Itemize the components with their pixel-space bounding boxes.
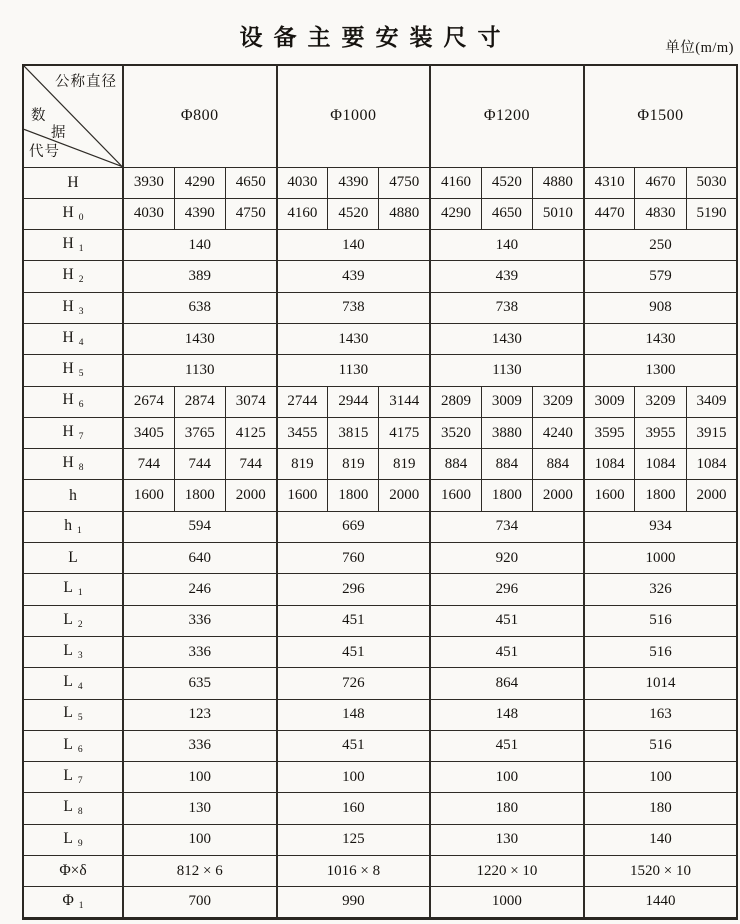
data-cell: 2000 — [225, 480, 276, 511]
data-cell: 250 — [584, 230, 738, 261]
data-cell: 451 — [277, 730, 431, 761]
data-cell: 1016 × 8 — [277, 856, 431, 887]
data-cell: 1430 — [277, 323, 431, 354]
data-cell: 864 — [430, 668, 584, 699]
data-cell: 1130 — [123, 355, 277, 386]
row-label: H $_0$ — [23, 198, 123, 229]
data-cell: 819 — [379, 449, 430, 480]
table-row — [23, 793, 737, 824]
data-cell: 908 — [584, 292, 738, 323]
data-cell: 2809 — [430, 386, 481, 417]
data-cell: 3144 — [379, 386, 430, 417]
table-row — [23, 636, 737, 667]
data-cell: 4030 — [123, 198, 174, 229]
data-cell: 130 — [430, 824, 584, 855]
data-cell: 100 — [584, 762, 738, 793]
row-label: H $_2$ — [23, 261, 123, 292]
data-cell: 4125 — [225, 417, 276, 448]
data-cell: 744 — [174, 449, 225, 480]
data-cell: 1000 — [584, 543, 738, 574]
data-cell: 451 — [277, 636, 431, 667]
data-cell: 140 — [123, 230, 277, 261]
data-cell: 2744 — [277, 386, 328, 417]
data-cell: 884 — [481, 449, 532, 480]
data-cell: 516 — [584, 730, 738, 761]
data-cell: 1130 — [277, 355, 431, 386]
data-cell: 3930 — [123, 167, 174, 198]
data-cell: 180 — [430, 793, 584, 824]
data-cell: 451 — [277, 605, 431, 636]
data-cell: 389 — [123, 261, 277, 292]
data-cell: 5190 — [686, 198, 737, 229]
data-cell: 4290 — [174, 167, 225, 198]
data-cell: 4880 — [379, 198, 430, 229]
data-cell: 1130 — [430, 355, 584, 386]
data-cell: 163 — [584, 699, 738, 730]
table-row — [23, 574, 737, 605]
data-cell: 336 — [123, 730, 277, 761]
installation-dimensions-table — [22, 64, 738, 920]
data-cell: 920 — [430, 543, 584, 574]
data-cell: 439 — [430, 261, 584, 292]
corner-data-label-char-2: 据 — [51, 125, 67, 141]
row-label: Φ×δ — [23, 856, 123, 887]
data-cell: 4175 — [379, 417, 430, 448]
data-cell: 160 — [277, 793, 431, 824]
data-cell: 180 — [584, 793, 738, 824]
data-cell: 4650 — [481, 198, 532, 229]
row-label: H $_8$ — [23, 449, 123, 480]
data-cell: 4520 — [481, 167, 532, 198]
data-cell: 744 — [123, 449, 174, 480]
data-cell: 336 — [123, 636, 277, 667]
data-cell: 4030 — [277, 167, 328, 198]
table-row — [23, 730, 737, 761]
column-header-phi1500: Φ1500 — [584, 65, 738, 167]
data-cell: 3915 — [686, 417, 737, 448]
data-cell: 1084 — [584, 449, 635, 480]
data-cell: 451 — [430, 605, 584, 636]
row-label: H $_6$ — [23, 386, 123, 417]
data-cell: 2874 — [174, 386, 225, 417]
table-row — [23, 762, 737, 793]
data-cell: 819 — [277, 449, 328, 480]
data-cell: 669 — [277, 511, 431, 542]
data-cell: 738 — [277, 292, 431, 323]
data-cell: 640 — [123, 543, 277, 574]
table-row — [23, 511, 737, 542]
data-cell: 884 — [533, 449, 584, 480]
data-cell: 140 — [430, 230, 584, 261]
data-cell: 296 — [277, 574, 431, 605]
data-cell: 1084 — [635, 449, 686, 480]
data-cell: 4290 — [430, 198, 481, 229]
data-cell: 439 — [277, 261, 431, 292]
data-cell: 3209 — [635, 386, 686, 417]
data-cell: 5030 — [686, 167, 737, 198]
data-cell: 451 — [430, 636, 584, 667]
data-cell: 1430 — [123, 323, 277, 354]
data-cell: 635 — [123, 668, 277, 699]
dimension-table-body — [23, 167, 737, 918]
row-label: L $_7$ — [23, 762, 123, 793]
data-cell: 4670 — [635, 167, 686, 198]
data-cell: 3595 — [584, 417, 635, 448]
data-cell: 4750 — [379, 167, 430, 198]
data-cell: 4390 — [328, 167, 379, 198]
data-cell: 1430 — [430, 323, 584, 354]
data-cell: 1800 — [174, 480, 225, 511]
table-row — [23, 543, 737, 574]
data-cell: 4750 — [225, 198, 276, 229]
table-row — [23, 323, 737, 354]
row-label: L $_6$ — [23, 730, 123, 761]
data-cell: 760 — [277, 543, 431, 574]
data-cell: 2674 — [123, 386, 174, 417]
data-cell: 1800 — [481, 480, 532, 511]
data-cell: 1600 — [430, 480, 481, 511]
row-label: L $_8$ — [23, 793, 123, 824]
data-cell: 1800 — [328, 480, 379, 511]
data-cell: 516 — [584, 636, 738, 667]
column-header-phi800: Φ800 — [123, 65, 277, 167]
corner-code-label: 代号 — [29, 144, 60, 160]
data-cell: 1300 — [584, 355, 738, 386]
data-cell: 4160 — [430, 167, 481, 198]
row-label: h — [23, 480, 123, 511]
data-cell: 1520 × 10 — [584, 856, 738, 887]
table-row — [23, 605, 737, 636]
table-row — [23, 355, 737, 386]
data-cell: 812 × 6 — [123, 856, 277, 887]
row-label: H $_5$ — [23, 355, 123, 386]
data-cell: 451 — [430, 730, 584, 761]
data-cell: 3880 — [481, 417, 532, 448]
data-cell: 2000 — [379, 480, 430, 511]
data-cell: 734 — [430, 511, 584, 542]
row-label: L $_4$ — [23, 668, 123, 699]
data-cell: 1014 — [584, 668, 738, 699]
data-cell: 100 — [123, 824, 277, 855]
data-cell: 123 — [123, 699, 277, 730]
row-label: H $_4$ — [23, 323, 123, 354]
data-cell: 1430 — [584, 323, 738, 354]
data-cell: 125 — [277, 824, 431, 855]
table-row — [23, 230, 737, 261]
data-cell: 2000 — [533, 480, 584, 511]
data-cell: 100 — [123, 762, 277, 793]
data-cell: 4160 — [277, 198, 328, 229]
row-label: L — [23, 543, 123, 574]
row-label: H — [23, 167, 123, 198]
page-title: 设备主要安装尺寸 — [239, 24, 512, 50]
row-label: L $_2$ — [23, 605, 123, 636]
data-cell: 140 — [584, 824, 738, 855]
data-cell: 1600 — [584, 480, 635, 511]
data-cell: 3455 — [277, 417, 328, 448]
data-cell: 4390 — [174, 198, 225, 229]
data-cell: 990 — [277, 887, 431, 918]
data-cell: 4650 — [225, 167, 276, 198]
table-row — [23, 824, 737, 855]
row-label: L $_5$ — [23, 699, 123, 730]
data-cell: 3815 — [328, 417, 379, 448]
data-cell: 4310 — [584, 167, 635, 198]
table-row — [23, 887, 737, 918]
table-row — [23, 198, 737, 229]
corner-diameter-label: 公称直径 — [55, 74, 117, 90]
data-cell: 3520 — [430, 417, 481, 448]
table-row — [23, 856, 737, 887]
data-cell: 296 — [430, 574, 584, 605]
data-cell: 326 — [584, 574, 738, 605]
table-row — [23, 292, 737, 323]
row-label: L $_1$ — [23, 574, 123, 605]
table-row — [23, 480, 737, 511]
data-cell: 336 — [123, 605, 277, 636]
data-cell: 4240 — [533, 417, 584, 448]
data-cell: 4520 — [328, 198, 379, 229]
data-cell: 1800 — [635, 480, 686, 511]
table-row — [23, 668, 737, 699]
data-cell: 2944 — [328, 386, 379, 417]
table-header-row — [23, 65, 737, 167]
data-cell: 819 — [328, 449, 379, 480]
data-cell: 100 — [277, 762, 431, 793]
data-cell: 1000 — [430, 887, 584, 918]
table-row — [23, 699, 737, 730]
data-cell: 3405 — [123, 417, 174, 448]
data-cell: 1220 × 10 — [430, 856, 584, 887]
row-label: H $_1$ — [23, 230, 123, 261]
data-cell: 3209 — [533, 386, 584, 417]
row-label: h $_1$ — [23, 511, 123, 542]
column-header-phi1000: Φ1000 — [277, 65, 431, 167]
data-cell: 246 — [123, 574, 277, 605]
corner-header-cell — [23, 65, 123, 167]
data-cell: 934 — [584, 511, 738, 542]
data-cell: 4470 — [584, 198, 635, 229]
data-cell: 579 — [584, 261, 738, 292]
data-cell: 148 — [430, 699, 584, 730]
data-cell: 3009 — [481, 386, 532, 417]
data-cell: 638 — [123, 292, 277, 323]
table-row — [23, 449, 737, 480]
row-label: L $_3$ — [23, 636, 123, 667]
table-row — [23, 167, 737, 198]
data-cell: 140 — [277, 230, 431, 261]
data-cell: 100 — [430, 762, 584, 793]
table-row — [23, 386, 737, 417]
data-cell: 744 — [225, 449, 276, 480]
row-label: Φ $_1$ — [23, 887, 123, 918]
data-cell: 3765 — [174, 417, 225, 448]
data-cell: 3074 — [225, 386, 276, 417]
data-cell: 884 — [430, 449, 481, 480]
row-label: H $_7$ — [23, 417, 123, 448]
data-cell: 4880 — [533, 167, 584, 198]
row-label: H $_3$ — [23, 292, 123, 323]
data-cell: 1600 — [123, 480, 174, 511]
corner-data-label-char-1: 数 — [31, 108, 47, 124]
data-cell: 726 — [277, 668, 431, 699]
data-cell: 4830 — [635, 198, 686, 229]
data-cell: 1440 — [584, 887, 738, 918]
data-cell: 738 — [430, 292, 584, 323]
data-cell: 700 — [123, 887, 277, 918]
data-cell: 148 — [277, 699, 431, 730]
unit-label: 单位(m/m) — [665, 40, 734, 56]
data-cell: 1084 — [686, 449, 737, 480]
data-cell: 516 — [584, 605, 738, 636]
data-cell: 3955 — [635, 417, 686, 448]
data-cell: 1600 — [277, 480, 328, 511]
data-cell: 2000 — [686, 480, 737, 511]
table-row — [23, 261, 737, 292]
data-cell: 594 — [123, 511, 277, 542]
table-row — [23, 417, 737, 448]
data-cell: 3009 — [584, 386, 635, 417]
column-header-phi1200: Φ1200 — [430, 65, 584, 167]
row-label: L $_9$ — [23, 824, 123, 855]
data-cell: 3409 — [686, 386, 737, 417]
data-cell: 5010 — [533, 198, 584, 229]
data-cell: 130 — [123, 793, 277, 824]
